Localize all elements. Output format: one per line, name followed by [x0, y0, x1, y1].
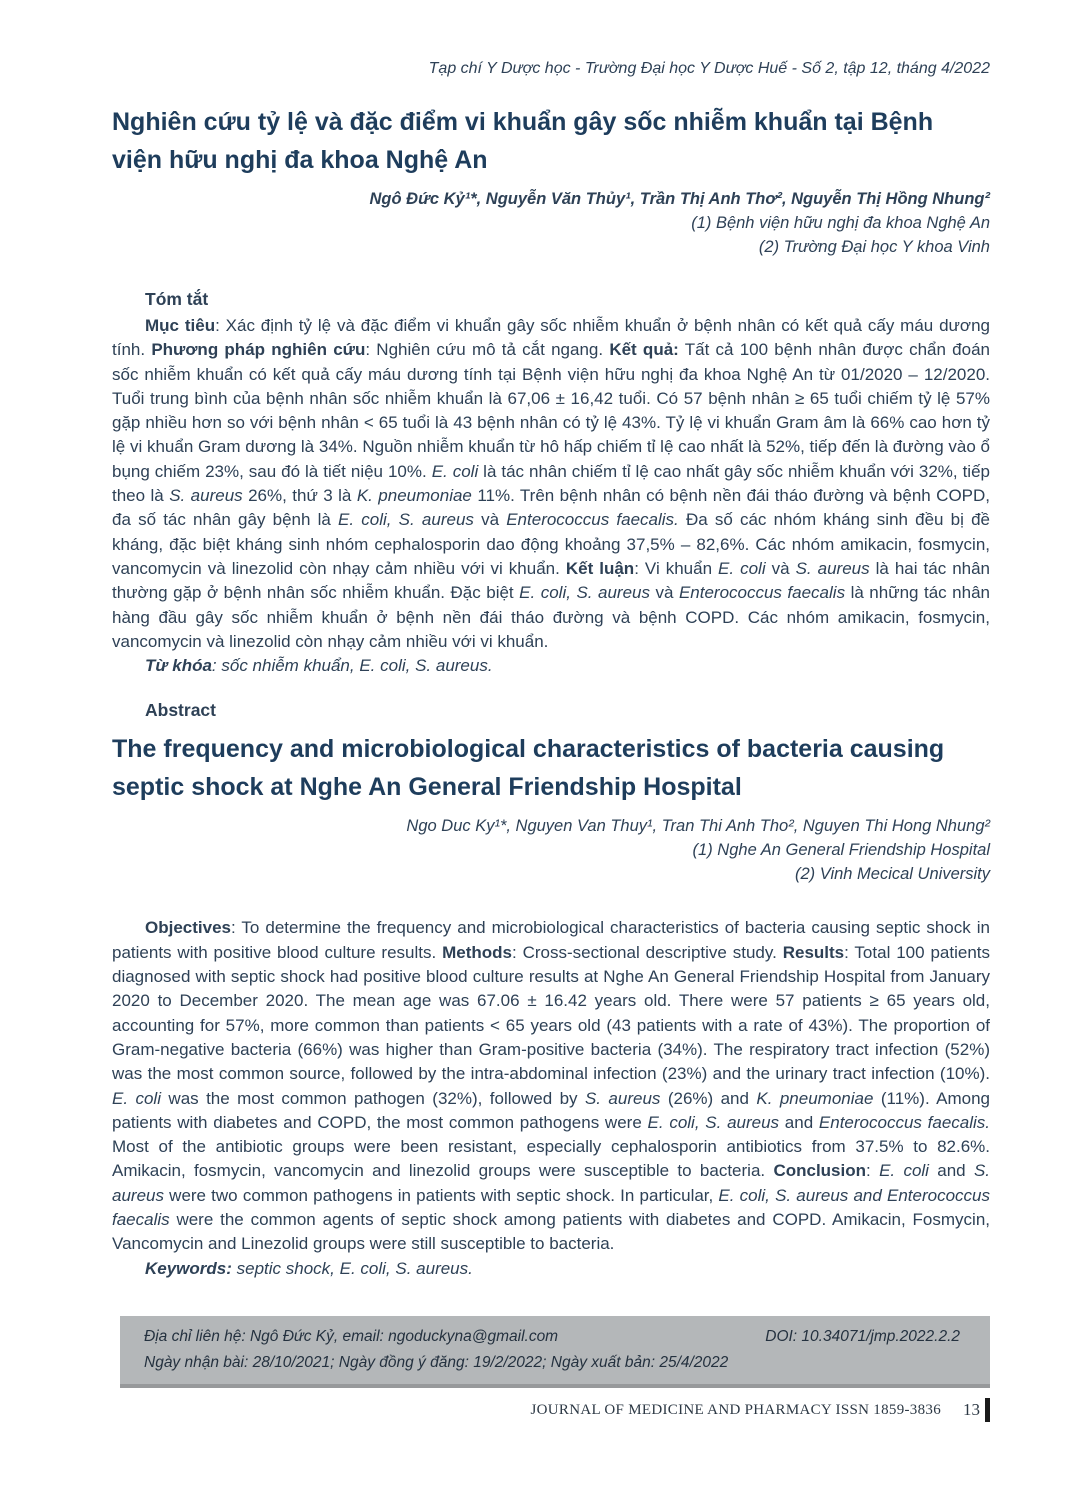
- journal-footer-line: [530, 1398, 990, 1422]
- keywords-en: Keywords: septic shock, E. coli, S. aureus.: [145, 1258, 473, 1278]
- page-number: 13: [963, 1400, 980, 1419]
- contact-info-box: [120, 1316, 990, 1388]
- affiliation-2-en: (2) Vinh Mecical University: [794, 865, 990, 884]
- contact-row-1: [144, 1324, 960, 1350]
- contact-row-2: [144, 1350, 960, 1376]
- byline-en: [112, 814, 990, 886]
- byline-vi: [112, 187, 990, 259]
- abstract-vi-paragraph: Mục tiêu: Xác định tỷ lệ và đặc điểm vi khuẩn gây sốc nhiễm khuẩn ở bệnh nhân có kết quả cấy máu dương tính. Phương pháp nghiên cứu: Nghiên cứu mô tả cắt ngang. Kết quả: Tất cả 100 bệnh nhân được chẩn đoán sốc nhiễm khuẩn có kết quả cấy máu dương tính tại Bệnh viện hữu nghị đa khoa Nghệ An từ 01/2020 – 12/2020. Tuổi trung bình của bệnh nhân sốc nhiễm khuẩn là 67,06 ± 16,42 tuổi. Có 57 bệnh nhân ≥ 65 tuổi chiếm tỷ lệ 57% gặp nhiều hơn so với bệnh nhân < 65 tuổi là 43 bệnh nhân có tỷ lệ 43%. Tỷ lệ vi khuẩn Gram âm là 66% cao hơn tỷ lệ vi khuẩn Gram dương là 34%. Nguồn nhiễm khuẩn từ hô hấp chiếm tỉ lệ cao nhất là 52%, tiếp đến là đường vào ổ bụng chiếm 23%, sau đó là tiết niệu 10%. E. coli là tác nhân chiếm tỉ lệ cao nhất gây sốc nhiễm khuẩn với 32%, tiếp theo là S. aureus 26%, thứ 3 là K. pneumoniae 11%. Trên bệnh nhân có bệnh nền đái tháo đường và bệnh COPD, đa số tác nhân gây bệnh là E. coli, S. aureus và Enterococcus faecalis. Đa số các nhóm kháng sinh đều bị đề kháng, đặc biệt kháng sinh nhóm cephalosporin dao động khoảng 37,5% – 82,6%. Các nhóm amikacin, fosmycin, vancomycin và linezolid còn nhạy cảm nhiều với vi khuẩn. Kết luận: Vi khuẩn E. coli và S. aureus là hai tác nhân thường gặp ở bệnh nhân sốc nhiễm khuẩn. Đặc biệt E. coli, S. aureus và Enterococcus faecalis là những tác nhân hàng đầu gây sốc nhiễm khuẩn ở bệnh nền đái tháo đường và bệnh COPD. Các nhóm amikacin, fosmycin, vancomycin và linezolid còn nhạy cảm nhiều với vi khuẩn.: [112, 316, 991, 651]
- contact-line: Địa chỉ liên hệ: Ngô Đức Kỷ, email: ngoduckyna@gmail.com: [144, 1328, 559, 1345]
- article-title-vi: Nghiên cứu tỷ lệ và đặc điểm vi khuẩn gây sốc nhiễm khuẩn tại Bệnh viện hữu nghị đa khoa Nghệ An: [112, 108, 934, 174]
- section-heading-abstract: Abstract: [145, 700, 216, 721]
- journal-header-line: Tạp chí Y Dược học - Trường Đại học Y Dược Huế - Số 2, tập 12, tháng 4/2022: [428, 60, 990, 77]
- dates-line: Ngày nhận bài: 28/10/2021; Ngày đồng ý đăng: 19/2/2022; Ngày xuất bản: 25/4/2022: [144, 1354, 729, 1371]
- journal-name: JOURNAL OF MEDICINE AND PHARMACY ISSN 1859-3836: [530, 1401, 941, 1418]
- doi-text: DOI: 10.34071/jmp.2022.2.2: [765, 1328, 960, 1345]
- affiliation-2-vi: (2) Trường Đại học Y khoa Vinh: [758, 238, 990, 256]
- authors-en: Ngo Duc Ky¹*, Nguyen Van Thuy¹, Tran Thi Anh Tho², Nguyen Thi Hong Nhung²: [406, 817, 990, 836]
- keywords-vi: Từ khóa: sốc nhiễm khuẩn, E. coli, S. aureus.: [145, 656, 493, 676]
- affiliation-1-vi: (1) Bệnh viện hữu nghị đa khoa Nghệ An: [691, 214, 990, 232]
- page-number-bar: [985, 1398, 990, 1422]
- affiliation-1-en: (1) Nghe An General Friendship Hospital: [692, 841, 990, 860]
- section-heading-tom-tat: Tóm tắt: [145, 289, 209, 309]
- authors-vi: Ngô Đức Kỷ¹*, Nguyễn Văn Thủy¹, Trần Thị Anh Thơ², Nguyễn Thị Hồng Nhung²: [369, 190, 990, 208]
- article-title-en: The frequency and microbiological characteristics of bacteria causing septic shock at Nghe An General Friendship Hospital: [112, 735, 945, 801]
- abstract-en-paragraph: Objectives: To determine the frequency and microbiological characteristics of bacteria causing septic shock in patients with positive blood culture results. Methods: Cross-sectional descriptive study. Results: Total 100 patients diagnosed with septic shock had positive blood culture results at Nghe An General Friendship Hospital from January 2020 to December 2020. The mean age was 67.06 ± 16.42 years old. There were 57 patients ≥ 65 years old, accounting for 57%, more common than patients < 65 years old (43 patients with a rate of 43%). The proportion of Gram-negative bacteria (66%) was higher than Gram-positive bacteria (34%). The respiratory tract infection (52%) was the most common source, followed by the intra-abdominal infection (23%) and the urinary tract infection (10%). E. coli was the most common pathogen (32%), followed by S. aureus (26%) and K. pneumoniae (11%). Among patients with diabetes and COPD, the most common pathogens were E. coli, S. aureus and Enterococcus faecalis. Most of the antibiotic groups were been resistant, especially cephalosporin antibiotics from 37.5% to 82.6%. Amikacin, fosmycin, vancomycin and linezolid groups were susceptible to bacteria. Conclusion: E. coli and S. aureus were two common pathogens in patients with septic shock. In particular, E. coli, S. aureus and Enterococcus faecalis were the common agents of septic shock among patients with diabetes and COPD. Amikacin, Fosmycin, Vancomycin and Linezolid groups were still susceptible to bacteria.: [112, 918, 991, 1254]
